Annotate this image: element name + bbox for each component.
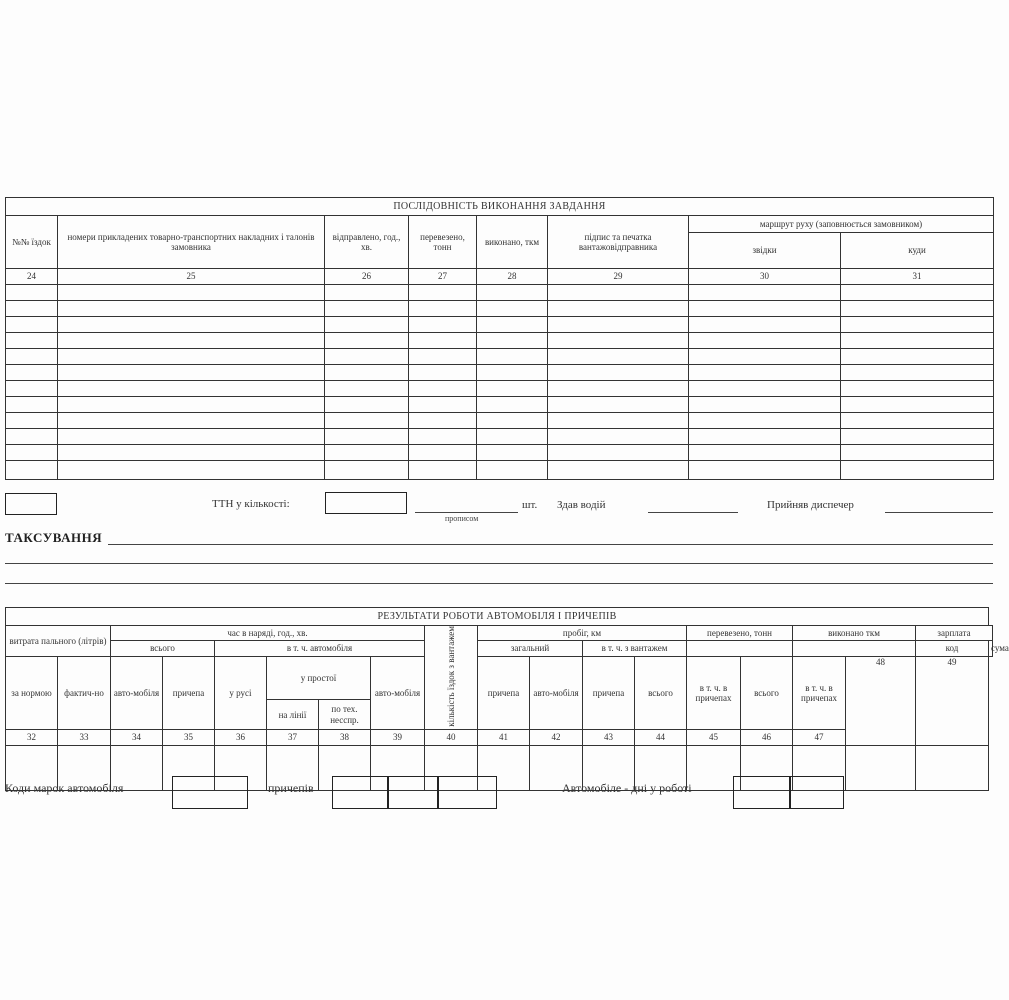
dispatcher-signature-line[interactable] bbox=[885, 512, 993, 513]
task-entry-cell[interactable] bbox=[58, 429, 325, 445]
task-entry-cell[interactable] bbox=[58, 349, 325, 365]
time-total-header: всього bbox=[111, 641, 215, 657]
tonnes-total-header bbox=[687, 641, 793, 657]
task-entry-cell[interactable] bbox=[841, 445, 994, 461]
task-entry-cell[interactable] bbox=[409, 397, 477, 413]
tonnes-trailers-header: в т. ч. в причепах bbox=[687, 657, 741, 730]
task-entry-cell[interactable] bbox=[58, 333, 325, 349]
task-blank-rows bbox=[6, 285, 994, 480]
driver-signature-line[interactable] bbox=[648, 512, 738, 513]
task-entry-cell[interactable] bbox=[325, 413, 409, 429]
col-number: 41 bbox=[478, 730, 530, 746]
task-entry-cell[interactable] bbox=[841, 397, 994, 413]
task-entry-cell[interactable] bbox=[477, 429, 548, 445]
col-number: 42 bbox=[530, 730, 583, 746]
task-entry-cell[interactable] bbox=[325, 285, 409, 301]
task-entry-cell[interactable] bbox=[58, 381, 325, 397]
ttn-count-box[interactable] bbox=[325, 492, 407, 514]
accepted-label: Прийняв диспечер bbox=[767, 499, 854, 511]
task-entry-cell[interactable] bbox=[58, 285, 325, 301]
salary-header: зарплата bbox=[916, 626, 993, 641]
col-number: 31 bbox=[841, 269, 994, 285]
task-entry-cell[interactable] bbox=[689, 397, 841, 413]
task-entry-cell[interactable] bbox=[841, 413, 994, 429]
col-number: 39 bbox=[371, 730, 425, 746]
mileage-header: пробіг, км bbox=[478, 626, 687, 641]
task-entry-cell[interactable] bbox=[409, 413, 477, 429]
col-number: 44 bbox=[635, 730, 687, 746]
ttn-words-line[interactable] bbox=[415, 512, 518, 513]
col-route-header: маршрут руху (заповнюється замовником) bbox=[689, 216, 994, 233]
task-entry-cell[interactable] bbox=[477, 413, 548, 429]
taxation-line-2[interactable] bbox=[5, 563, 993, 564]
col-number: 37 bbox=[267, 730, 319, 746]
mileage-loaded-auto-header: авто-мобіля bbox=[530, 657, 583, 730]
task-entry-cell[interactable] bbox=[548, 349, 689, 365]
task-entry-row bbox=[6, 461, 994, 480]
task-entry-cell[interactable] bbox=[548, 445, 689, 461]
time-header: час в наряді, год., хв. bbox=[111, 626, 425, 641]
taxation-line-1[interactable] bbox=[108, 544, 993, 545]
task-entry-cell[interactable] bbox=[841, 381, 994, 397]
task-entry-cell[interactable] bbox=[58, 317, 325, 333]
ttn-count-label: ТТН у кількості: bbox=[212, 498, 290, 510]
salary-sum-number: 49 bbox=[916, 657, 989, 746]
task-entry-cell[interactable] bbox=[409, 301, 477, 317]
col-number: 33 bbox=[58, 730, 111, 746]
col-number: 27 bbox=[409, 269, 477, 285]
taxation-line-3[interactable] bbox=[5, 583, 993, 584]
trailer-code-box-1[interactable] bbox=[332, 776, 389, 809]
task-entry-cell[interactable] bbox=[548, 317, 689, 333]
tonnes-all-header: всього bbox=[635, 657, 687, 730]
mileage-loaded-trailer-header: причепа bbox=[583, 657, 635, 730]
trips-total-box[interactable] bbox=[5, 493, 57, 515]
task-entry-cell[interactable] bbox=[409, 317, 477, 333]
task-entry-cell[interactable] bbox=[325, 461, 409, 480]
task-entry-cell[interactable] bbox=[689, 333, 841, 349]
task-entry-row bbox=[6, 381, 994, 397]
task-entry-cell[interactable] bbox=[548, 365, 689, 381]
task-entry-cell[interactable] bbox=[325, 397, 409, 413]
task-entry-cell[interactable] bbox=[548, 381, 689, 397]
col-number: 30 bbox=[689, 269, 841, 285]
car-days-box-2[interactable] bbox=[789, 776, 844, 809]
time-moving-header: у русі bbox=[215, 657, 267, 730]
task-entry-cell[interactable] bbox=[409, 445, 477, 461]
task-entry-cell[interactable] bbox=[841, 301, 994, 317]
col-number: 43 bbox=[583, 730, 635, 746]
task-entry-cell[interactable] bbox=[6, 429, 58, 445]
task-entry-cell[interactable] bbox=[58, 461, 325, 480]
task-entry-cell[interactable] bbox=[841, 317, 994, 333]
time-on-line-header: на лінії bbox=[267, 700, 319, 730]
task-entry-row bbox=[6, 285, 994, 301]
task-entry-cell[interactable] bbox=[325, 317, 409, 333]
tkm-header: виконано ткм bbox=[793, 626, 916, 641]
time-idle-header: у простої bbox=[267, 657, 371, 700]
task-entry-row bbox=[6, 445, 994, 461]
col-departed-header: відправлено, год., хв. bbox=[325, 216, 409, 269]
task-entry-cell[interactable] bbox=[6, 333, 58, 349]
task-entry-cell[interactable] bbox=[477, 365, 548, 381]
fuel-header: витрата пального (літрів) bbox=[6, 626, 111, 657]
task-entry-row bbox=[6, 429, 994, 445]
task-entry-cell[interactable] bbox=[689, 381, 841, 397]
task-entry-cell[interactable] bbox=[841, 349, 994, 365]
tkm-total-header bbox=[793, 641, 916, 657]
task-entry-cell[interactable] bbox=[548, 333, 689, 349]
col-number: 40 bbox=[425, 730, 478, 746]
col-number: 28 bbox=[477, 269, 548, 285]
time-auto-header: авто-мобіля bbox=[111, 657, 163, 730]
car-codes-label: Коди марок автомобіля bbox=[5, 781, 124, 795]
task-entry-cell[interactable] bbox=[409, 349, 477, 365]
ttn-words-hint: прописом bbox=[445, 514, 479, 523]
task-sequence-table bbox=[5, 197, 994, 480]
task-entry-row bbox=[6, 333, 994, 349]
task-entry-cell[interactable] bbox=[548, 301, 689, 317]
task-entry-cell[interactable] bbox=[548, 429, 689, 445]
car-days-box-1[interactable] bbox=[733, 776, 791, 809]
task-entry-cell[interactable] bbox=[548, 397, 689, 413]
task-entry-cell[interactable] bbox=[689, 413, 841, 429]
col-tonnes-header: перевезено, тонн bbox=[409, 216, 477, 269]
col-number: 25 bbox=[58, 269, 325, 285]
time-trailer-header: причепа bbox=[163, 657, 215, 730]
task-entry-cell[interactable] bbox=[58, 413, 325, 429]
task-entry-cell[interactable] bbox=[841, 365, 994, 381]
col-tkm-header: виконано, ткм bbox=[477, 216, 548, 269]
task-entry-cell[interactable] bbox=[841, 461, 994, 480]
task-entry-cell[interactable] bbox=[6, 349, 58, 365]
task-entry-cell[interactable] bbox=[409, 333, 477, 349]
col-waybills-header: номери прикладених товарно-транспортних накладних і талонів замовника bbox=[58, 216, 325, 269]
task-entry-cell[interactable] bbox=[58, 397, 325, 413]
task-entry-cell[interactable] bbox=[548, 285, 689, 301]
task-entry-cell[interactable] bbox=[477, 301, 548, 317]
col-number: 47 bbox=[793, 730, 846, 746]
col-number: 32 bbox=[6, 730, 58, 746]
results-table-title: РЕЗУЛЬТАТИ РОБОТИ АВТОМОБІЛЯ І ПРИЧЕПІВ bbox=[6, 608, 989, 626]
task-entry-cell[interactable] bbox=[6, 381, 58, 397]
task-entry-cell[interactable] bbox=[325, 381, 409, 397]
task-entry-cell[interactable] bbox=[6, 413, 58, 429]
task-entry-cell[interactable] bbox=[325, 333, 409, 349]
col-to-header: куди bbox=[841, 233, 994, 269]
task-entry-cell[interactable] bbox=[6, 397, 58, 413]
trailer-codes-label: причепів bbox=[268, 781, 314, 795]
task-entry-cell[interactable] bbox=[477, 349, 548, 365]
col-number: 34 bbox=[111, 730, 163, 746]
task-entry-cell[interactable] bbox=[689, 365, 841, 381]
task-entry-cell[interactable] bbox=[841, 429, 994, 445]
fuel-norm-header: за нормою bbox=[6, 657, 58, 730]
task-entry-row bbox=[6, 365, 994, 381]
task-table-title: ПОСЛІДОВНІСТЬ ВИКОНАННЯ ЗАВДАННЯ bbox=[6, 198, 994, 216]
task-entry-cell[interactable] bbox=[325, 445, 409, 461]
task-entry-cell[interactable] bbox=[58, 365, 325, 381]
col-number: 45 bbox=[687, 730, 741, 746]
col-number: 46 bbox=[741, 730, 793, 746]
tonnes-header: перевезено, тонн bbox=[687, 626, 793, 641]
col-from-header: звідки bbox=[689, 233, 841, 269]
task-entry-cell[interactable] bbox=[325, 349, 409, 365]
task-entry-cell[interactable] bbox=[6, 365, 58, 381]
taxation-label: ТАКСУВАННЯ bbox=[5, 530, 103, 545]
task-entry-cell[interactable] bbox=[689, 349, 841, 365]
task-entry-cell[interactable] bbox=[477, 461, 548, 480]
task-entry-cell[interactable] bbox=[689, 445, 841, 461]
results-table bbox=[5, 607, 1009, 791]
salary-code-header: код bbox=[916, 641, 989, 657]
time-incl-header: в т. ч. автомобіля bbox=[215, 641, 425, 657]
mileage-loaded-header: в т. ч. з вантажем bbox=[583, 641, 687, 657]
task-entry-row bbox=[6, 397, 994, 413]
task-entry-row bbox=[6, 413, 994, 429]
salary-code-number: 48 bbox=[846, 657, 916, 746]
col-number: 38 bbox=[319, 730, 371, 746]
results-number-row bbox=[6, 730, 993, 746]
col-signature-header: підпис та печатка вантажовідправника bbox=[548, 216, 689, 269]
task-entry-cell[interactable] bbox=[548, 461, 689, 480]
col-number: 29 bbox=[548, 269, 689, 285]
salary-sum-header: сума bbox=[989, 641, 993, 657]
ttn-unit-label: шт. bbox=[522, 499, 538, 511]
task-entry-cell[interactable] bbox=[689, 285, 841, 301]
task-entry-cell[interactable] bbox=[58, 301, 325, 317]
task-entry-cell[interactable] bbox=[58, 445, 325, 461]
tkm-all-header: всього bbox=[741, 657, 793, 730]
mileage-total-auto-header: авто-мобіля bbox=[371, 657, 425, 730]
task-entry-cell[interactable] bbox=[409, 285, 477, 301]
task-entry-cell[interactable] bbox=[409, 381, 477, 397]
task-entry-cell[interactable] bbox=[6, 301, 58, 317]
task-entry-cell[interactable] bbox=[6, 461, 58, 480]
col-number: 36 bbox=[215, 730, 267, 746]
tkm-trailers-header: в т. ч. в причепах bbox=[793, 657, 846, 730]
task-entry-cell[interactable] bbox=[689, 461, 841, 480]
task-entry-cell[interactable] bbox=[325, 429, 409, 445]
result-cell[interactable] bbox=[916, 746, 989, 791]
task-entry-cell[interactable] bbox=[477, 397, 548, 413]
col-number: 24 bbox=[6, 269, 58, 285]
task-entry-row bbox=[6, 317, 994, 333]
task-entry-cell[interactable] bbox=[477, 285, 548, 301]
task-entry-cell[interactable] bbox=[841, 333, 994, 349]
fuel-actual-header: фактич-но bbox=[58, 657, 111, 730]
col-trips-header: №№ їздок bbox=[6, 216, 58, 269]
handed-over-label: Здав водій bbox=[557, 499, 606, 511]
car-days-label: Автомобіле - дні у роботі bbox=[562, 781, 692, 795]
result-cell[interactable] bbox=[846, 746, 916, 791]
task-entry-cell[interactable] bbox=[548, 413, 689, 429]
task-entry-cell[interactable] bbox=[689, 301, 841, 317]
car-code-box[interactable] bbox=[172, 776, 248, 809]
col-number: 35 bbox=[163, 730, 215, 746]
task-entry-cell[interactable] bbox=[6, 317, 58, 333]
trips-count-header: кількість їздок з вантажем bbox=[425, 626, 478, 730]
col-number: 26 bbox=[325, 269, 409, 285]
task-entry-cell[interactable] bbox=[689, 317, 841, 333]
task-entry-cell[interactable] bbox=[325, 365, 409, 381]
task-entry-cell[interactable] bbox=[477, 445, 548, 461]
task-entry-row bbox=[6, 301, 994, 317]
mileage-total-header: загальний bbox=[478, 641, 583, 657]
task-entry-cell[interactable] bbox=[841, 285, 994, 301]
trailer-code-box-3[interactable] bbox=[437, 776, 497, 809]
task-entry-cell[interactable] bbox=[6, 285, 58, 301]
task-entry-cell[interactable] bbox=[409, 429, 477, 445]
task-entry-cell[interactable] bbox=[477, 333, 548, 349]
task-entry-cell[interactable] bbox=[409, 365, 477, 381]
mileage-total-trailer-header: причепа bbox=[478, 657, 530, 730]
task-entry-cell[interactable] bbox=[477, 381, 548, 397]
task-entry-cell[interactable] bbox=[325, 301, 409, 317]
task-entry-cell[interactable] bbox=[409, 461, 477, 480]
task-entry-cell[interactable] bbox=[689, 429, 841, 445]
time-tech-header: по тех. несспр. bbox=[319, 700, 371, 730]
task-entry-cell[interactable] bbox=[6, 445, 58, 461]
task-entry-row bbox=[6, 349, 994, 365]
trailer-code-box-2[interactable] bbox=[387, 776, 439, 809]
task-entry-cell[interactable] bbox=[477, 317, 548, 333]
